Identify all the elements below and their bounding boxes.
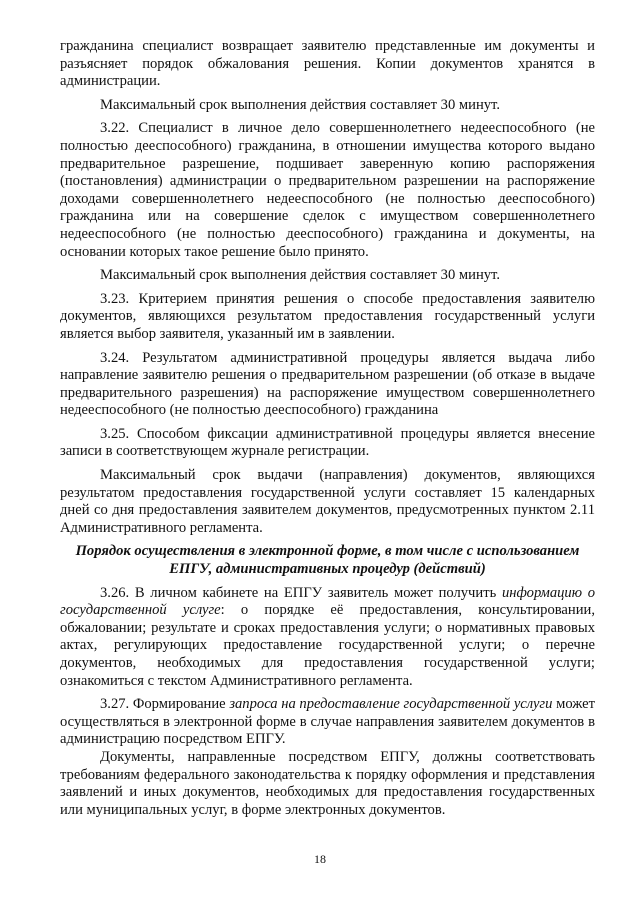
paragraph-3-27 <box>60 696 595 749</box>
paragraph-max-time-2: Максимальный срок выполнения действия составляет 30 минут. <box>100 267 500 284</box>
page-number: 18 <box>314 852 326 866</box>
p3-26-italic: информацию о государственной услуге <box>60 584 595 619</box>
paragraph-max-time-1: Максимальный срок выполнения действия составляет 30 минут. <box>100 96 500 113</box>
paragraph-3-26 <box>60 585 595 691</box>
section-heading: Порядок осуществления в электронной форме, в том числе с использованием ЕПГУ, административных процедур (действий) <box>75 543 580 578</box>
paragraph-3-25: 3.25. Способом фиксации административной процедуры является внесение записи в соответствующем журнале регистрации. <box>60 425 595 460</box>
p3-27-text-b: может осуществляться в электронной форме в случае направления заявителем документов в администрацию посредством ЕПГУ. <box>60 696 595 748</box>
paragraph-3-22: 3.22. Специалист в личное дело совершеннолетнего недееспособного (не полностью дееспособного) гражданина, в отношении имущества которого выдано предварительное разрешение, подшивает заверенную копию распоряжения (постановления) администрации о предварительном разрешении на распоряжение доходами совершеннолетнего недееспособного (не полностью дееспособного) гражданина или на совершение сделок с имуществом совершеннолетнего недееспособного (не полностью дееспособного) гражданина и документы, на основании которых такое решение было принято. <box>60 120 595 260</box>
p3-27-italic: запроса на предоставление государственной услуги <box>229 696 553 713</box>
paragraph-documents-requirements: Документы, направленные посредством ЕПГУ, должны соответствовать требованиям федерального законодательства к порядку оформления и представления заявлений и иных документов, необходимых для предоставления государственных или муниципальных услуг, в форме электронных документов. <box>60 748 595 818</box>
paragraph-3-23: 3.23. Критерием принятия решения о способе предоставления заявителю документов, являющихся результатом предоставления государственный услуги является выбор заявителя, указанный им в заявлении. <box>60 290 595 342</box>
document-page <box>60 38 595 819</box>
paragraph-continuation: гражданина специалист возвращает заявителю представленные им документы и разъясняет порядок обжалования решения. Копии документов хранятся в администрации. <box>60 38 595 90</box>
paragraph-max-delivery-time: Максимальный срок выдачи (направления) документов, являющихся результатом предоставления государственной услуги составляет 15 календарных дней со дня предоставления заявителем документов, предусмотренных пунктом 2.11 Административного регламента. <box>60 467 595 536</box>
paragraph-3-24: 3.24. Результатом административной процедуры является выдача либо направление заявителю решения о предварительном разрешении (об отказе в выдаче предварительного разрешения) на распоряжение имуществом совершеннолетнего недееспособного (не полностью дееспособного) гражданина <box>60 349 595 419</box>
p3-26-text-b: : о порядке её предоставления, консультировании, обжаловании; результате и сроках предоставления услуги; о нормативных правовых актах, регулирующих предоставление государственной услуги; о перечне документов, необходимых для предоставления государственной услуги; ознакомиться с текстом Административного регламента. <box>60 602 595 689</box>
p3-26-text-a: 3.26. В личном кабинете на ЕПГУ заявитель может получить <box>100 584 502 601</box>
p3-27-text-a: 3.27. Формирование <box>100 696 230 713</box>
